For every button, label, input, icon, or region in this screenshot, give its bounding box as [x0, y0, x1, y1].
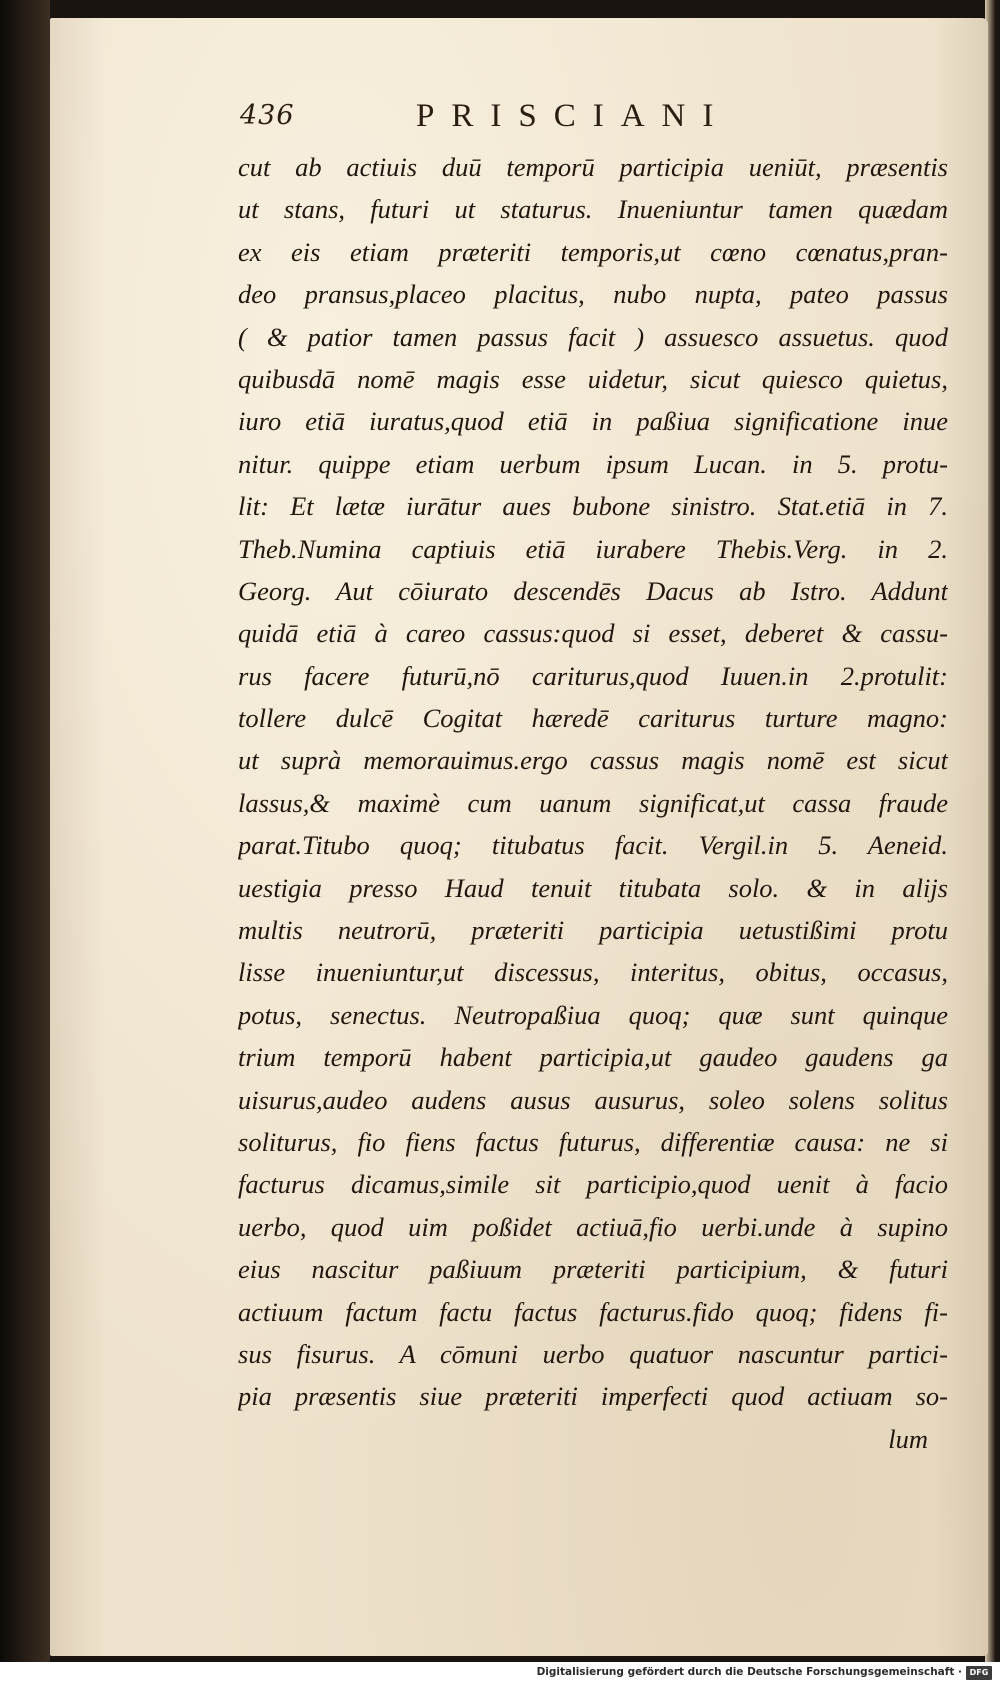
- text-line: uisurus,audeo audens ausus ausurus, soleo solens solitus: [238, 1084, 948, 1115]
- text-line: lit: Et lætæ iurātur aues bubone sinistro. Stat.etiā in 7.: [238, 491, 948, 522]
- text-line: ut suprà memorauimus.ergo cassus magis nomē est sicut: [238, 745, 948, 776]
- page-header: [240, 100, 940, 144]
- text-line: iuro etiā iuratus,quod etiā in paßiua significatione inue: [238, 406, 948, 437]
- text-line: soliturus, fio fiens factus futurus, differentiæ causa: ne si: [238, 1126, 948, 1157]
- body-text: [238, 146, 948, 1460]
- text-line: ut stans, futuri ut staturus. Inueniuntur tamen quædam: [238, 194, 948, 225]
- text-line: Georg. Aut cōiurato descendēs Dacus ab Istro. Addunt: [238, 575, 948, 606]
- text-line: Theb.Numina captiuis etiā iurabere Thebis.Verg. in 2.: [238, 533, 948, 564]
- binding-shadow: [0, 0, 50, 1662]
- page-number: 436: [240, 100, 295, 131]
- text-line: quibusdā nomē magis esse uidetur, sicut quiesco quietus,: [238, 363, 948, 394]
- text-line: lisse inueniuntur,ut discessus, interitus, obitus, occasus,: [238, 957, 948, 988]
- text-line: actiuum factum factu factus facturus.fido quoq; fidens fi-: [238, 1296, 948, 1327]
- text-line: ex eis etiam præteriti temporis,ut cœno cœnatus,pran-: [238, 236, 948, 267]
- text-line: cut ab actiuis duū temporū participia ueniūt, præsentis: [238, 152, 948, 182]
- text-line: deo pransus,placeo placitus, nubo nupta, pateo passus: [238, 279, 948, 310]
- running-head: PRISCIANI: [416, 98, 731, 134]
- text-line: eius nascitur paßiuum præteriti participium, & futuri: [238, 1254, 948, 1285]
- text-line: ( & patior tamen passus facit ) assuesco assuetus. quod: [238, 321, 948, 352]
- digitization-credit: Digitalisierung gefördert durch die Deutsche Forschungsgemeinschaft ·: [536, 1666, 962, 1678]
- text-line: parat.Titubo quoq; titubatus facit. Vergil.in 5. Aeneid.: [238, 830, 948, 861]
- footer-bar: [0, 1662, 1000, 1687]
- text-line: trium temporū habent participia,ut gaudeo gaudens ga: [238, 1042, 948, 1073]
- text-line: lassus,& maximè cum uanum significat,ut cassa fraude: [238, 787, 948, 818]
- text-line: pia præsentis siue præteriti imperfecti quod actiuam so-: [238, 1381, 948, 1412]
- text-line: facturus dicamus,simile sit participio,quod uenit à facio: [238, 1169, 948, 1200]
- text-line: uestigia presso Haud tenuit titubata solo. & in alijs: [238, 872, 948, 903]
- text-line: uerbo, quod uim poßidet actiuā,fio uerbi.unde à supino: [238, 1211, 948, 1242]
- dfg-logo: DFG: [966, 1666, 992, 1680]
- text-line: potus, senectus. Neutropaßiua quoq; quæ sunt quinque: [238, 999, 948, 1030]
- text-line: nitur. quippe etiam uerbum ipsum Lucan. in 5. protu-: [238, 448, 948, 479]
- text-line: tollere dulcē Cogitat hæredē cariturus turture magno:: [238, 703, 948, 734]
- text-line: rus facere futurū,nō cariturus,quod Iuuen.in 2.protulit:: [238, 660, 948, 691]
- catchword: lum: [888, 1423, 928, 1454]
- text-line: quidā etiā à careo cassus:quod si esset, deberet & cassu-: [238, 618, 948, 649]
- text-line: sus fisurus. A cōmuni uerbo quatuor nascuntur partici-: [238, 1338, 948, 1369]
- text-line: multis neutrorū, præteriti participia uetustißimi protu: [238, 915, 948, 946]
